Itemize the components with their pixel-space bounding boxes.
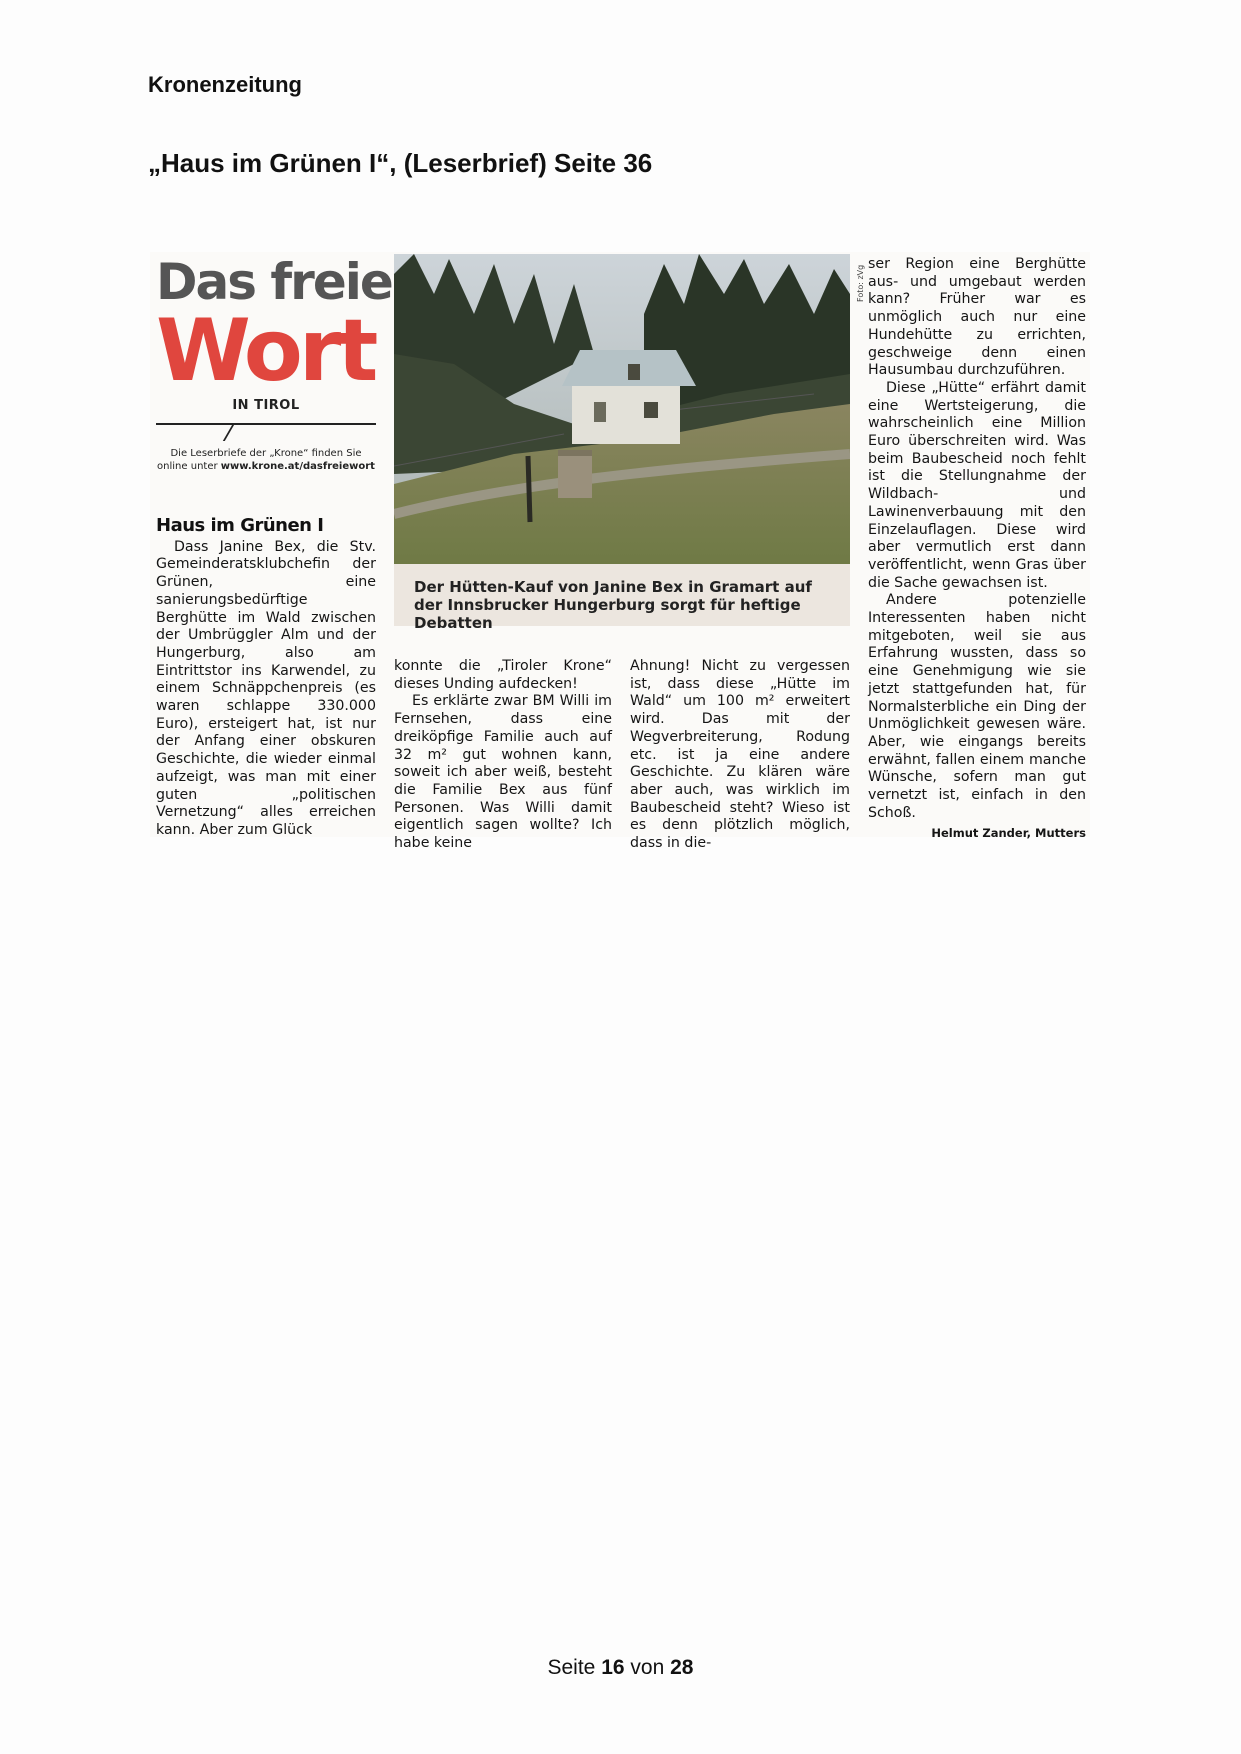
article-col2-text-1: konnte die „Tiroler Krone“ dieses Unding aufdecken! [394, 658, 612, 692]
article-reference-title: „Haus im Grünen I“, (Leserbrief) Seite 36 [148, 148, 653, 178]
page-footer [0, 1656, 1241, 1680]
article-column-4 [868, 256, 1086, 842]
masthead-line2: Wort [156, 301, 375, 401]
article-col3-text: Ahnung! Nicht zu vergessen ist, dass diese „Hütte im Wald“ um 100 m² erweitert wird. Das mit der Wegverbreiterung, Rodung etc. ist ja eine andere Geschichte. Zu klären wäre aber auch, was wirklich im Baubescheid steht? Wieso ist es denn plötzlich möglich, dass in die- [630, 658, 850, 852]
article-col2-text-2: Es erklärte zwar BM Willi im Fernsehen, dass eine dreiköpfige Familie auch auf 32 m² gut wohnen kann, soweit ich aber weiß, besteht die Familie Bex aus fünf Personen. Was Willi damit eigentlich sagen wollte? Ich habe keine [394, 693, 612, 852]
article-col4-text-1: ser Region eine Berghütte aus- und umgebaut werden kann? Früher war es unmöglich auch nur eine Hundehütte zu errichten, geschweige denn einen Hausumbau durchzuführen. [868, 256, 1086, 379]
article-column-2 [394, 658, 612, 853]
photo-credit: Foto: zVg [856, 264, 865, 302]
article-col4-text-2: Diese „Hütte“ erfährt damit eine Wertsteigerung, die wahrscheinlich eine Million Euro überschreiten wird. Was beim Baubescheid noch fehlt ist die Stellungnahme der Wildbach- und Lawinenverbauung mit den Einzelauflagen. Diese wird aber vermutlich erst dann veröffentlicht, wenn Gras über die Sache gewachsen ist. [868, 379, 1086, 591]
article-col1-text: Dass Janine Bex, die Stv. Gemeinderatsklubchefin der Grünen, eine sanierungsbedürftige Berghütte im Wald zwischen der Umbrüggler Alm und der Hungerburg, also am Eintrittstor ins Karwendel, zu einem Schnäppchenpreis (es waren schlappe 330.000 Euro), ersteigert hat, ist nur der Anfang einer obskuren Geschichte, die wieder einmal aufzeigt, was man mit einer guten „politischen Vernetzung“ alles erreichen kann. Aber zum Glück [156, 538, 376, 838]
footer-page-total: 28 [670, 1656, 694, 1679]
article-column-1 [156, 517, 376, 840]
cabin-photo-image [394, 254, 850, 564]
photo-caption: Der Hütten-Kauf von Janine Bex in Gramart auf der Innsbrucker Hungerburg sorgt für heftige Debatten [394, 564, 850, 626]
masthead-note-url: www.krone.at/dasfreiewort [220, 461, 375, 472]
masthead-region: IN TIROL [232, 398, 300, 413]
masthead-note-text: Die Leserbriefe der „Krone“ finden Sie online unter [157, 448, 362, 472]
article-col4-text-3: Andere potenzielle Interessenten haben nicht mitgeboten, weil sie aus Erfahrung wussten, dass so eine Genehmigung wie sie jetzt stattgefunden hat, für Normalsterbliche ein Ding der Unmöglichkeit gewesen wäre. Aber, wie eingangs bereits erwähnt, fallen einem manche Wünsche, sofern man gut vernetzt ist, einfach in den Schoß. [868, 592, 1086, 821]
letter-signature: Helmut Zander, Mutters [931, 825, 1086, 840]
masthead [156, 253, 392, 473]
newspaper-clipping [150, 252, 1090, 852]
footer-mid: von [630, 1656, 665, 1679]
footer-page-number: 16 [601, 1656, 625, 1679]
article-column-3 [630, 658, 850, 853]
cabin-photo [394, 254, 850, 564]
speech-bubble-rule [156, 417, 376, 445]
footer-prefix: Seite [547, 1656, 596, 1679]
masthead-note [156, 447, 376, 473]
source-name: Kronenzeitung [148, 72, 302, 97]
article-heading: Haus im Grünen I [156, 515, 324, 536]
masthead-line1: Das freie [156, 253, 392, 311]
